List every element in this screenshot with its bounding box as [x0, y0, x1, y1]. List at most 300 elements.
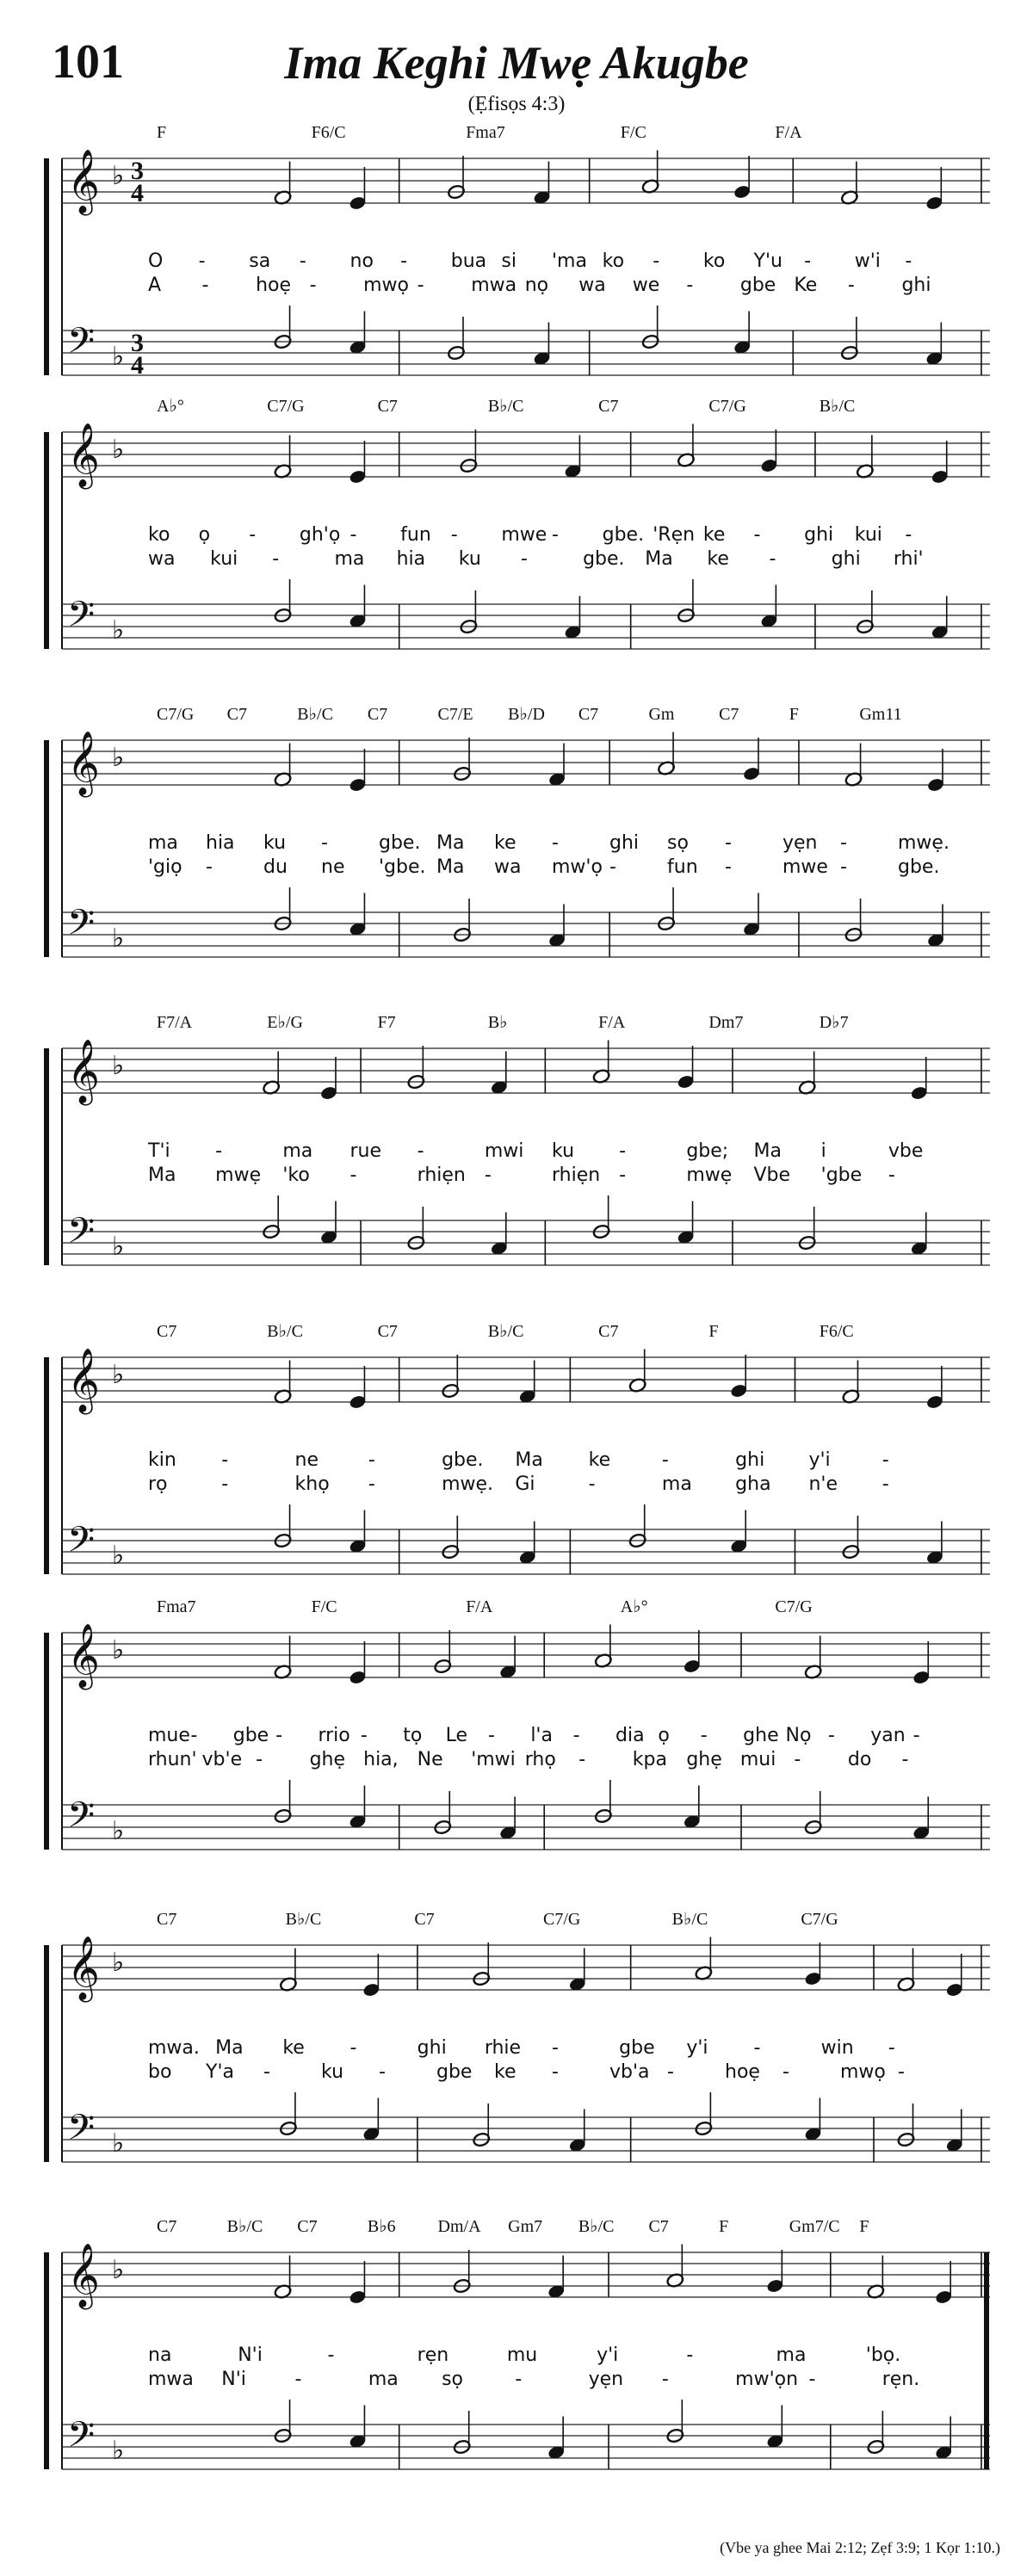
lyric-verse1: - — [349, 524, 357, 546]
bass-clef-icon: 𝄢 — [67, 1795, 96, 1844]
lyric-verse1: l'a — [530, 1725, 553, 1746]
lyric-verse2: 'gbe — [820, 1164, 863, 1186]
lyric-verse1: ko — [602, 250, 625, 272]
lyric-verse1: - — [804, 250, 812, 272]
lyric-verse1: 'Rẹn — [653, 524, 696, 546]
lyric-verse2: - — [661, 2369, 669, 2390]
lyric-verse2: 'giọ — [148, 856, 182, 878]
lyric-verse1: - — [753, 2037, 761, 2059]
chord-symbol: F — [789, 705, 799, 724]
lyric-verse1: yan — [870, 1725, 906, 1746]
key-signature-flat-icon: ♭ — [112, 436, 125, 464]
lyric-verse1: mwi — [484, 1140, 524, 1162]
lyric-verse1: y'i — [597, 2344, 619, 2366]
lyric-verse2: - — [667, 2061, 674, 2083]
lyric-verse1: - — [700, 1725, 708, 1746]
lyric-verse1: y'i — [808, 1449, 831, 1471]
treble-clef-icon: 𝄞 — [67, 1041, 100, 1102]
chord-symbol: F/A — [775, 123, 802, 142]
lyric-verse1: ghi — [609, 832, 640, 854]
chord-symbol: B♭ — [487, 1013, 508, 1032]
key-signature-flat-icon: ♭ — [112, 744, 125, 772]
lyric-verse2: mwọ — [363, 275, 410, 296]
lyric-verse2: - — [221, 1473, 229, 1495]
chord-symbol: A♭° — [620, 1597, 648, 1616]
lyric-verse2: wa — [578, 275, 606, 296]
lyric-verse2: mwọ — [840, 2061, 886, 2083]
lyric-verse2: - — [484, 1164, 492, 1186]
lyric-verse1: ghi — [417, 2037, 447, 2059]
lyric-verse1: - — [653, 250, 660, 272]
lyric-verse1: win — [820, 2037, 854, 2059]
lyric-verse2: sọ — [442, 2369, 464, 2390]
chord-symbol: Dm7 — [708, 1013, 744, 1032]
key-signature-flat-icon: ♭ — [112, 343, 125, 371]
chord-symbol: F — [719, 2217, 729, 2236]
lyric-verse1: - — [417, 1140, 424, 1162]
lyric-verse1: dia — [615, 1725, 645, 1746]
lyric-verse2: mwe — [782, 856, 828, 878]
lyric-verse2: ghẹ — [686, 1749, 722, 1770]
lyric-verse1: - — [552, 524, 559, 546]
lyric-verse2: - — [349, 1164, 357, 1186]
lyric-verse2: Ne — [417, 1749, 443, 1770]
lyric-verse1: fun — [400, 524, 431, 546]
lyric-verse2: hoẹ — [256, 275, 292, 296]
lyric-verse2: mw'ọ — [552, 856, 603, 878]
lyric-verse1: ma — [148, 832, 178, 854]
lyric-verse1: w'i — [854, 250, 881, 272]
treble-clef-icon: 𝄞 — [67, 2245, 100, 2306]
chord-symbol: Fma7 — [157, 1597, 196, 1616]
chord-symbol: F6/C — [311, 123, 346, 142]
lyric-verse1: - — [215, 1140, 223, 1162]
lyric-verse1: ku — [552, 1140, 575, 1162]
lyric-verse2: rhiẹn — [417, 1164, 466, 1186]
lyric-verse2: - — [901, 1749, 909, 1770]
lyric-verse1: mwe — [501, 524, 547, 546]
lyric-verse2: ma — [334, 548, 365, 570]
chord-symbol: F/A — [466, 1597, 493, 1616]
lyric-verse1: - — [905, 524, 912, 546]
lyric-verse1: Ma — [515, 1449, 543, 1471]
lyric-verse1: - — [686, 2344, 694, 2366]
lyric-verse2: fun — [667, 856, 698, 878]
chord-symbol: Fma7 — [466, 123, 505, 142]
lyric-verse1: Le — [445, 1725, 467, 1746]
lyric-verse2: n'e — [808, 1473, 838, 1495]
lyric-verse2: gbe. — [898, 856, 940, 878]
lyric-verse2: - — [847, 275, 855, 296]
key-signature-flat-icon: ♭ — [112, 1541, 125, 1570]
bass-clef-icon: 𝄢 — [67, 595, 96, 643]
chord-symbol: C7/G — [708, 397, 746, 416]
chord-symbol: B♭/C — [226, 2217, 263, 2236]
chord-symbol: C7 — [157, 1910, 177, 1929]
lyric-verse2: gbe — [436, 2061, 473, 2083]
lyric-verse1: gh'ọ — [299, 524, 341, 546]
treble-clef-icon: 𝄞 — [67, 1937, 100, 1998]
lyric-verse2: - — [881, 1473, 889, 1495]
chord-symbol: B♭6 — [367, 2217, 396, 2236]
lyric-verse2: mwa — [471, 275, 517, 296]
treble-clef-icon: 𝄞 — [67, 424, 100, 485]
chord-symbol: C7/G — [543, 1910, 581, 1929]
lyric-verse1: ku — [263, 832, 287, 854]
lyric-verse1: - — [487, 1725, 495, 1746]
lyric-verse1: - — [321, 832, 328, 854]
lyric-verse2: Ma — [645, 548, 673, 570]
chord-symbol: C7/E — [437, 705, 473, 724]
lyric-verse1: - — [572, 1725, 580, 1746]
lyric-verse1: ọ — [198, 524, 211, 546]
lyric-verse2: - — [256, 1749, 263, 1770]
lyric-verse1: - — [221, 1449, 229, 1471]
lyric-verse2: - — [619, 1164, 627, 1186]
lyric-verse1: - — [190, 1725, 198, 1746]
lyric-verse2: khọ — [294, 1473, 330, 1495]
chord-symbol: Gm7 — [508, 2217, 543, 2236]
lyric-verse2: rhiẹn — [552, 1164, 601, 1186]
lyric-verse1: - — [275, 1725, 283, 1746]
chord-symbol: B♭/C — [671, 1910, 708, 1929]
chord-symbol: F — [859, 2217, 869, 2236]
lyric-verse2: kui — [210, 548, 238, 570]
lyric-verse1: ke — [282, 2037, 305, 2059]
lyric-verse1: - — [912, 1725, 920, 1746]
lyric-verse2: - — [686, 275, 694, 296]
lyric-verse1: - — [552, 2037, 559, 2059]
lyric-verse2: - — [588, 1473, 596, 1495]
lyric-verse1: - — [840, 832, 847, 854]
chord-symbol: F7 — [377, 1013, 396, 1032]
chord-symbol: F/A — [598, 1013, 626, 1032]
lyric-verse2: 'mwi — [471, 1749, 516, 1770]
lyric-verse2: Vbe — [753, 1164, 791, 1186]
lyric-verse2: - — [794, 1749, 801, 1770]
lyric-verse2: vb'a — [609, 2061, 650, 2083]
lyric-verse1: ke — [588, 1449, 611, 1471]
chord-symbol: C7/G — [267, 397, 305, 416]
lyric-verse1: y'i — [686, 2037, 708, 2059]
key-signature-flat-icon: ♭ — [112, 616, 125, 645]
lyric-verse1: hia — [206, 832, 235, 854]
chord-symbol: Dm/A — [437, 2217, 481, 2236]
lyric-verse1: gbe. — [379, 832, 421, 854]
lyric-verse1: mue — [148, 1725, 190, 1746]
lyric-verse2: do — [847, 1749, 872, 1770]
lyric-verse1: - — [827, 1725, 835, 1746]
chord-symbol: B♭/C — [578, 2217, 615, 2236]
chord-symbol: C7 — [226, 705, 247, 724]
lyric-verse2: rhun' — [148, 1749, 197, 1770]
lyric-verse1: - — [881, 1449, 889, 1471]
lyric-verse2: yẹn — [588, 2369, 624, 2390]
key-signature-flat-icon: ♭ — [112, 162, 125, 190]
treble-clef-icon: 𝄞 — [67, 151, 100, 212]
lyric-verse1: mwa. — [148, 2037, 200, 2059]
key-signature-flat-icon: ♭ — [112, 924, 125, 953]
lyric-verse1: yẹn — [782, 832, 818, 854]
chord-symbol: F6/C — [819, 1322, 854, 1341]
lyric-verse1: gbe; — [686, 1140, 729, 1162]
lyric-verse1: - — [450, 524, 458, 546]
chord-symbol: A♭° — [157, 397, 184, 416]
lyric-verse2: nọ — [524, 275, 549, 296]
bass-clef-icon: 𝄢 — [67, 2108, 96, 2156]
lyric-verse1: N'i — [238, 2344, 263, 2366]
lyric-verse2: - — [201, 275, 209, 296]
lyric-verse1: vbe — [888, 1140, 924, 1162]
chord-symbol: Gm — [648, 705, 675, 724]
lyric-verse1: mu — [506, 2344, 538, 2366]
lyric-verse1: kui — [854, 524, 882, 546]
lyric-verse2: rẹn. — [881, 2369, 920, 2390]
chord-symbol: C7 — [598, 397, 619, 416]
lyric-verse2: - — [272, 548, 280, 570]
lyric-verse2: ma — [368, 2369, 399, 2390]
lyric-verse1: Ma — [753, 1140, 782, 1162]
lyric-verse1: ke — [494, 832, 516, 854]
lyric-verse2: Ma — [436, 856, 465, 878]
lyric-verse2: ghi — [831, 548, 861, 570]
lyric-verse1: mwẹ. — [898, 832, 949, 854]
lyric-verse1: - — [327, 2344, 335, 2366]
key-signature-flat-icon: ♭ — [112, 2129, 125, 2158]
lyric-verse1: - — [888, 2037, 895, 2059]
lyric-verse1: ko — [702, 250, 726, 272]
lyric-verse2: du — [263, 856, 288, 878]
chord-symbol: B♭/C — [297, 705, 333, 724]
chord-symbol: C7 — [414, 1910, 435, 1929]
chord-symbol: E♭/G — [267, 1013, 303, 1032]
treble-clef-icon: 𝄞 — [67, 732, 100, 794]
bass-clef-icon: 𝄢 — [67, 903, 96, 951]
chord-symbol: B♭/C — [267, 1322, 303, 1341]
chord-symbol: C7/G — [157, 705, 195, 724]
lyric-verse2: hia, — [363, 1749, 399, 1770]
lyric-verse2: rọ — [148, 1473, 168, 1495]
bass-clef-icon: 𝄢 — [67, 1211, 96, 1259]
lyric-verse2: A — [148, 275, 162, 296]
lyric-verse1: - — [349, 2037, 357, 2059]
lyric-verse1: gbe. — [602, 524, 645, 546]
lyric-verse2: - — [206, 856, 213, 878]
lyric-verse2: kpa — [632, 1749, 667, 1770]
lyric-verse1: si — [501, 250, 516, 272]
lyric-verse2: hoẹ — [725, 2061, 760, 2083]
lyric-verse1: - — [299, 250, 306, 272]
lyric-verse1: rrio — [318, 1725, 350, 1746]
lyric-verse1: - — [661, 1449, 669, 1471]
bass-clef-icon: 𝄢 — [67, 1520, 96, 1568]
lyric-verse2: rhi' — [893, 548, 924, 570]
lyric-verse1: 'bọ. — [865, 2344, 901, 2366]
chord-symbol: F7/A — [157, 1013, 193, 1032]
lyric-verse2: ghẹ — [309, 1749, 346, 1770]
chord-symbol: C7 — [377, 397, 398, 416]
lyric-verse2: ne — [321, 856, 345, 878]
lyric-verse2: - — [725, 856, 732, 878]
lyric-verse2: - — [368, 1473, 375, 1495]
lyric-verse2: vb'e — [201, 1749, 243, 1770]
lyric-verse2: rhọ — [524, 1749, 556, 1770]
lyric-verse2: - — [609, 856, 616, 878]
bass-clef-icon: 𝄢 — [67, 321, 96, 369]
lyric-verse1: sa — [249, 250, 271, 272]
lyric-verse2: mwẹ — [215, 1164, 262, 1186]
lyric-verse2: - — [417, 275, 424, 296]
chord-symbol: F/C — [620, 123, 646, 142]
chord-symbol: C7/G — [775, 1597, 813, 1616]
lyric-verse1: - — [368, 1449, 375, 1471]
chord-symbol: B♭/C — [285, 1910, 322, 1929]
lyric-verse2: - — [379, 2061, 386, 2083]
time-signature-top: 3 — [131, 157, 144, 185]
bass-clef-icon: 𝄢 — [67, 2415, 96, 2463]
lyric-verse2: ku — [321, 2061, 344, 2083]
chord-symbol: C7/G — [801, 1910, 838, 1929]
chord-symbol: C7 — [157, 2217, 177, 2236]
lyric-verse1: - — [249, 524, 257, 546]
lyric-verse1: - — [753, 524, 761, 546]
lyric-verse2: - — [515, 2369, 523, 2390]
lyric-verse2: ma — [661, 1473, 692, 1495]
hymn-number: 101 — [52, 35, 124, 89]
lyric-verse2: - — [520, 548, 528, 570]
lyric-verse2: Y'a — [206, 2061, 234, 2083]
lyric-verse2: wa — [148, 548, 176, 570]
lyric-verse2: - — [888, 1164, 895, 1186]
treble-clef-icon: 𝄞 — [67, 1350, 100, 1411]
lyric-verse1: sọ — [667, 832, 689, 854]
lyric-verse2: ku — [458, 548, 481, 570]
chord-symbol: C7 — [578, 705, 599, 724]
key-signature-flat-icon: ♭ — [112, 1817, 125, 1845]
chord-symbol: C7 — [598, 1322, 619, 1341]
hymn-title: Ima Keghi Mwẹ Akugbe — [284, 37, 749, 89]
lyric-verse1: ne — [294, 1449, 319, 1471]
lyric-verse2: ke — [494, 2061, 516, 2083]
lyric-verse2: wa — [494, 856, 522, 878]
chord-symbol: B♭/D — [508, 705, 545, 724]
lyric-verse1: na — [148, 2344, 172, 2366]
key-signature-flat-icon: ♭ — [112, 1232, 125, 1261]
lyric-verse1: i — [820, 1140, 826, 1162]
chord-symbol: F — [157, 123, 167, 142]
footnote: (Vbe ya ghee Mai 2:12; Zẹf 3:9; 1 Kọr 1:10.) — [720, 2539, 1000, 2556]
chord-symbol: Gm7/C — [789, 2217, 840, 2236]
chord-symbol: C7 — [297, 2217, 318, 2236]
lyric-verse1: - — [725, 832, 732, 854]
lyric-verse1: - — [198, 250, 206, 272]
lyric-verse1: ghi — [735, 1449, 765, 1471]
lyric-verse1: ko — [148, 524, 170, 546]
lyric-verse1: rhie — [484, 2037, 522, 2059]
lyric-verse2: mwa — [148, 2369, 194, 2390]
key-signature-flat-icon: ♭ — [112, 1636, 125, 1665]
chord-symbol: B♭/C — [487, 397, 524, 416]
chord-symbol: B♭/C — [487, 1322, 524, 1341]
lyric-verse1: no — [349, 250, 374, 272]
chord-symbol: C7 — [648, 2217, 669, 2236]
key-signature-flat-icon: ♭ — [112, 1052, 125, 1080]
lyric-verse1: rẹn — [417, 2344, 449, 2366]
lyric-verse2: Ke — [794, 275, 818, 296]
lyric-verse2: - — [782, 2061, 789, 2083]
chord-symbol: C7 — [157, 1322, 177, 1341]
lyric-verse2: ghi — [901, 275, 931, 296]
lyric-verse2: mw'ọn — [735, 2369, 799, 2390]
chord-symbol: B♭/C — [819, 397, 856, 416]
lyric-verse1: rue — [349, 1140, 382, 1162]
key-signature-flat-icon: ♭ — [112, 2256, 125, 2284]
lyric-verse2: gbe. — [583, 548, 625, 570]
chord-symbol: C7 — [719, 705, 739, 724]
lyric-verse1: Ma — [436, 832, 465, 854]
lyric-verse1: - — [400, 250, 408, 272]
chord-symbol: F — [708, 1322, 719, 1341]
lyric-verse2: - — [309, 275, 317, 296]
lyric-verse2: - — [294, 2369, 302, 2390]
lyric-verse1: tọ — [403, 1725, 423, 1746]
lyric-verse2: - — [263, 2061, 270, 2083]
lyric-verse1: kin — [148, 1449, 176, 1471]
lyric-verse2: ke — [707, 548, 729, 570]
lyric-verse1: gbe — [619, 2037, 655, 2059]
lyric-verse2: 'gbe. — [379, 856, 426, 878]
lyric-verse2: mwẹ — [686, 1164, 733, 1186]
lyric-verse1: - — [619, 1140, 627, 1162]
lyric-verse1: T'i — [148, 1140, 170, 1162]
lyric-verse2: - — [552, 2061, 559, 2083]
time-signature-top: 3 — [131, 329, 144, 357]
key-signature-flat-icon: ♭ — [112, 1361, 125, 1389]
lyric-verse2: 'ko — [282, 1164, 310, 1186]
chord-symbol: C7 — [367, 705, 388, 724]
lyric-verse2: - — [769, 548, 776, 570]
lyric-verse2: bo — [148, 2061, 172, 2083]
chord-symbol: C7 — [377, 1322, 398, 1341]
lyric-verse2: hia — [396, 548, 426, 570]
lyric-verse1: 'ma — [552, 250, 587, 272]
lyric-verse1: ghe — [743, 1725, 779, 1746]
lyric-verse2: mwẹ. — [442, 1473, 494, 1495]
lyric-verse1: O — [148, 250, 164, 272]
lyric-verse1: Ma — [215, 2037, 244, 2059]
lyric-verse1: gbe — [232, 1725, 269, 1746]
lyric-verse1: ma — [776, 2344, 807, 2366]
lyric-verse1: ọ — [658, 1725, 670, 1746]
lyric-verse2: - — [808, 2369, 816, 2390]
lyric-verse1: Y'u — [753, 250, 782, 272]
lyric-verse2: - — [898, 2061, 905, 2083]
key-signature-flat-icon: ♭ — [112, 2437, 125, 2465]
lyric-verse1: gbe. — [442, 1449, 484, 1471]
key-signature-flat-icon: ♭ — [112, 1949, 125, 1977]
time-signature-bottom: 4 — [131, 351, 144, 380]
scripture-reference: (Ẹfisọs 4:3) — [467, 93, 566, 115]
lyric-verse2: mui — [739, 1749, 776, 1770]
lyric-verse1: - — [552, 832, 559, 854]
lyric-verse1: ghi — [804, 524, 834, 546]
time-signature-bottom: 4 — [131, 179, 144, 207]
lyric-verse1: bua — [450, 250, 487, 272]
chord-symbol: D♭7 — [819, 1013, 849, 1032]
lyric-verse1: ma — [282, 1140, 313, 1162]
lyric-verse2: N'i — [221, 2369, 246, 2390]
chord-symbol: Gm11 — [859, 705, 902, 724]
